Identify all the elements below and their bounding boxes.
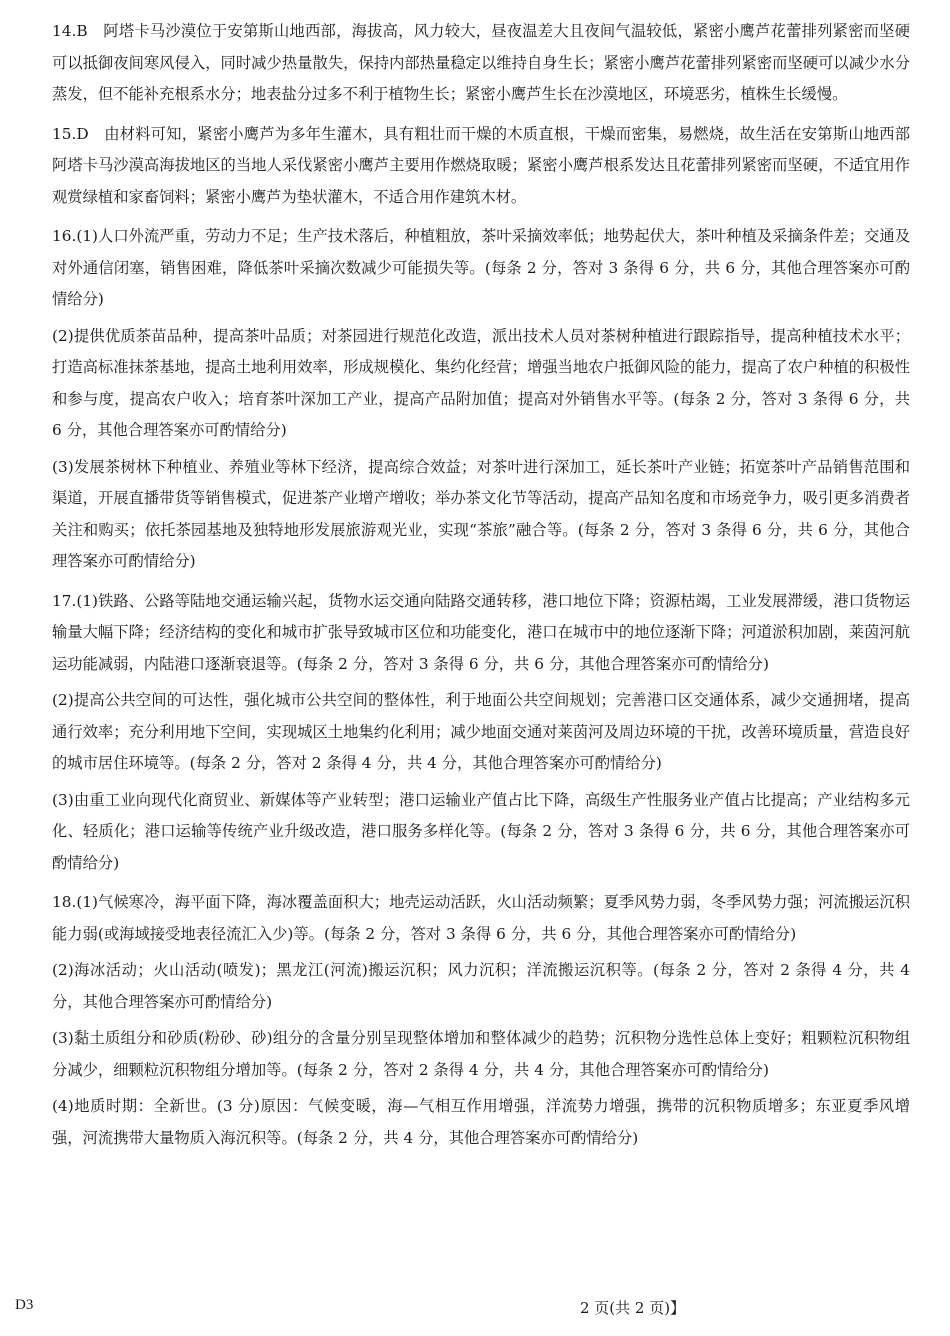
answer-17: [52, 586, 910, 880]
answer-16-part-2: (2)提供优质茶苗品种，提高茶叶品质；对茶园进行规范化改造，派出技术人员对茶树种植进行跟踪指导，提高种植技术水平；打造高标准抹茶基地，提高土地利用效率，形成规模化、集约化经营；增强当地农户抵御风险的能力，提高了农户种植的积极性和参与度，提高农户收入；培育茶叶深加工产业，提高产品附加值；提高对外销售水平等。(每条 2 分，答对 3 条得 6 分，共 6 分，其他合理答案亦可酌情给分): [52, 326, 910, 439]
answer-17-part-2: (2)提高公共空间的可达性，强化城市公共空间的整体性，利于地面公共空间规划；完善港口区交通体系，减少交通拥堵，提高通行效率；充分利用地下空间，实现城区土地集约化利用；减少地面交通对莱茵河及周边环境的干扰，改善环境质量，营造良好的城市居住环境等。(每条 2 分，答对 2 条得 4 分，共 4 分，其他合理答案亦可酌情给分): [52, 691, 910, 772]
answer-16: [52, 221, 910, 578]
answer-page: [52, 16, 910, 1162]
answer-18: [52, 887, 910, 1154]
answer-15: [52, 119, 910, 214]
answer-16-part-3: (3)发展茶树林下种植业、养殖业等林下经济，提高综合效益；对茶叶进行深加工，延长茶叶产业链；拓宽茶叶产品销售范围和渠道，开展直播带货等销售模式，促进茶产业增产增收；举办茶文化节等活动，提高产品知名度和市场竞争力，吸引更多消费者关注和购买；依托茶园基地及独特地形发展旅游观光业，实现“茶旅”融合等。(每条 2 分，答对 3 条得 6 分，共 6 分，其他合理答案亦可酌情给分): [52, 457, 910, 570]
answer-17-part-1: 17.(1)铁路、公路等陆地交通运输兴起，货物水运交通向陆路交通转移，港口地位下降；资源枯竭，工业发展滞缓，港口货物运输量大幅下降；经济结构的变化和城市扩张导致城市区位和功能变化，港口在城市中的地位逐渐下降；河道淤积加剧，莱茵河航运功能减弱，内陆港口逐渐衰退等。(每条 2 分，答对 3 条得 6 分，共 6 分，其他合理答案亦可酌情给分): [52, 591, 910, 673]
answer-14: [52, 16, 910, 111]
footer-page-number: 2 页(共 2 页)】: [580, 1299, 686, 1317]
answer-18-part-2: (2)海冰活动；火山活动(喷发)；黑龙江(河流)搬运沉积；风力沉积；洋流搬运沉积等。(每条 2 分，答对 2 条得 4 分，共 4 分，其他合理答案亦可酌情给分): [52, 961, 910, 1011]
answer-18-part-1: 18.(1)气候寒冷，海平面下降，海冰覆盖面积大；地壳运动活跃，火山活动频繁；夏季风势力弱，冬季风势力强；河流搬运沉积能力弱(或海域接受地表径流汇入少)等。(每条 2 分，答对 3 条得 6 分，共 6 分，其他合理答案亦可酌情给分): [52, 893, 910, 943]
answer-17-part-3: (3)由重工业向现代化商贸业、新媒体等产业转型；港口运输业产值占比下降，高级生产性服务业产值占比提高；产业结构多元化、轻质化；港口运输等传统产业升级改造，港口服务多样化等。(每条 2 分，答对 3 条得 6 分，共 6 分，其他合理答案亦可酌情给分): [52, 790, 910, 872]
answer-18-part-4: (4)地质时期：全新世。(3 分)原因：气候变暖，海—气相互作用增强，洋流势力增强，携带的沉积物质增多；东亚夏季风增强，河流携带大量物质入海沉积等。(每条 2 分，共 4 分，其他合理答案亦可酌情给分): [52, 1097, 910, 1147]
answer-15-text: 15.D 由材料可知，紧密小鹰芦为多年生灌木，具有粗壮而干燥的木质直根，干燥而密集，易燃烧，故生活在安第斯山地西部阿塔卡马沙漠高海拔地区的当地人采伐紧密小鹰芦主要用作燃烧取暖；紧密小鹰芦根系发达且花蕾排列紧密而坚硬，不适宜用作观赏绿植和家畜饲料；紧密小鹰芦为垫状灌木，不适合用作建筑木材。: [52, 124, 910, 206]
answer-18-part-3: (3)黏土质组分和砂质(粉砂、砂)组分的含量分别呈现整体增加和整体减少的趋势；沉积物分选性总体上变好；粗颗粒沉积物组分减少，细颗粒沉积物组分增加等。(每条 2 分，答对 2 条得 4 分，共 4 分，其他合理答案亦可酌情给分): [52, 1029, 910, 1079]
answer-16-part-1: 16.(1)人口外流严重，劳动力不足；生产技术落后，种植粗放，茶叶采摘效率低；地势起伏大，茶叶种植及采摘条件差；交通及对外通信闭塞，销售困难，降低茶叶采摘次数减少可能损失等。(每条 2 分，答对 3 条得 6 分，共 6 分，其他合理答案亦可酌情给分): [52, 227, 910, 308]
footer-code: D3: [15, 1297, 34, 1313]
answer-14-text: 14.B 阿塔卡马沙漠位于安第斯山地西部，海拔高，风力较大，昼夜温差大且夜间气温较低，紧密小鹰芦花蕾排列紧密而坚硬可以抵御夜间寒风侵入，同时减少热量散失，保持内部热量稳定以维持自身生长；紧密小鹰芦花蕾排列紧密而坚硬可以减少水分蒸发，但不能补充根系水分；地表盐分过多不利于植物生长；紧密小鹰芦生长在沙漠地区，环境恶劣，植株生长缓慢。: [52, 22, 910, 103]
